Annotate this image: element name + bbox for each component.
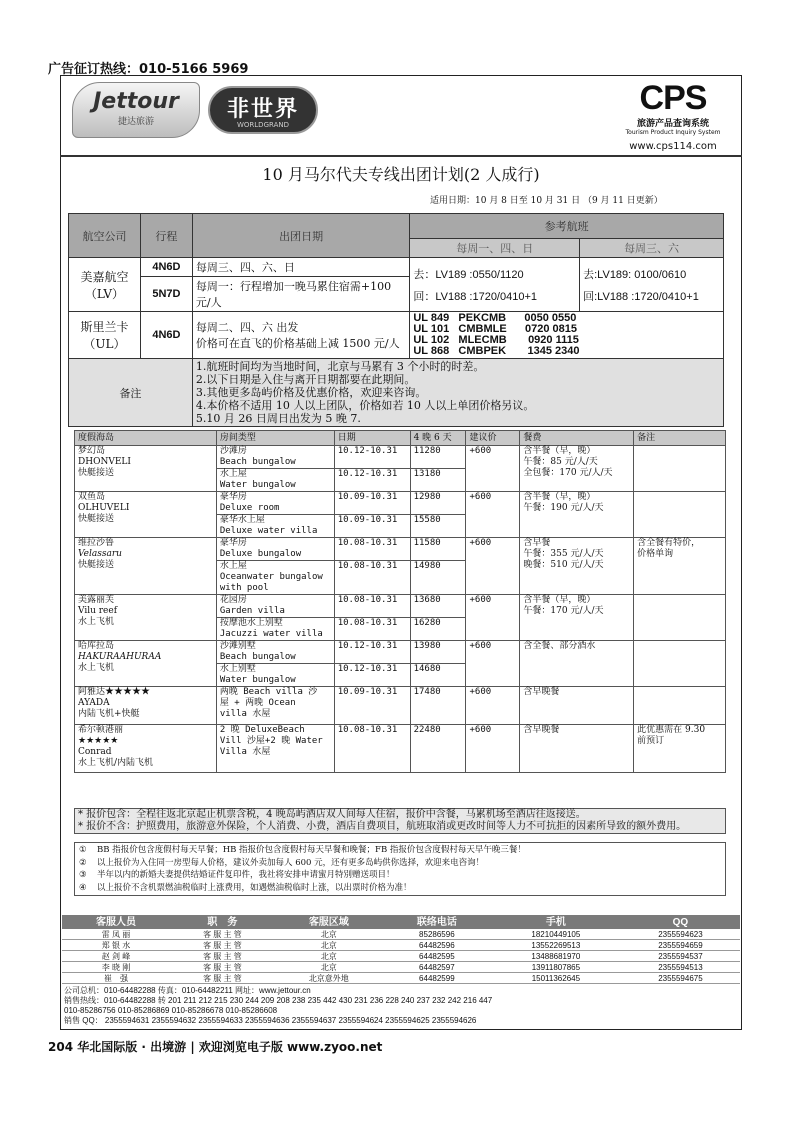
price-cell: 12980 — [410, 492, 466, 515]
room-type-cell: 两晚 Beach villa 沙 屋 + 两晚 Ocean villa 水屋 — [216, 687, 334, 725]
validity-dates: 适用日期：10 月 8 日至 10 月 31 日 （9 月 11 日更新） — [430, 196, 663, 206]
feishijie-logo-text: 非世界 — [226, 97, 299, 122]
list-item: ④ 以上报价不含机票燃油税临时上涨费用，如遇燃油税临时上涨，以出票时价格为准！ — [79, 882, 412, 893]
header-room-type: 房间类型 — [216, 431, 334, 446]
cps-logo-text: CPS — [639, 79, 707, 117]
table-row — [75, 687, 726, 725]
table-row — [75, 725, 726, 773]
room-type-cell: 豪华房 Deluxe room — [216, 492, 334, 515]
meal-cell: 含半餐（早，晚） 午餐：170 元/人/天 — [520, 595, 634, 641]
header-airline: 航空公司 — [69, 214, 141, 258]
tips-list — [74, 842, 726, 896]
airline-cell: 美嘉航空 （LV） — [69, 258, 141, 312]
room-type-cell: 豪华房 Deluxe bungalow — [216, 538, 334, 561]
markup-cell: +600 — [466, 641, 520, 687]
price-cell: 11280 — [410, 446, 466, 469]
table-row: 崔 强 客 服 主 管 北京意外地 64482599 15011362645 2355594675 — [62, 973, 740, 984]
header-ref-flights: 参考航班 — [410, 214, 724, 239]
remark-cell — [634, 446, 726, 492]
room-type-cell: 沙滩别墅 Beach bungalow — [216, 641, 334, 664]
header-remark: 备注 — [634, 431, 726, 446]
header-island: 度假海岛 — [75, 431, 217, 446]
table-row: 郑 银 水 客 服 主 管 北京 64482596 13552269513 2355594659 — [62, 940, 740, 951]
date-cell: 10.08-10.31 — [334, 618, 410, 641]
remark-cell — [634, 641, 726, 687]
room-type-cell: 豪华水上屋 Deluxe water villa — [216, 515, 334, 538]
room-type-cell: 水上别墅 Water bungalow — [216, 664, 334, 687]
island-cell: 哈库拉岛 HAKURAAHURAA 水上飞机 — [75, 641, 217, 687]
markup-cell: +600 — [466, 492, 520, 538]
table-row: 赵 剑 峰 客 服 主 管 北京 64482595 13488681970 2355594537 — [62, 951, 740, 962]
jettour-logo-text: Jettour — [93, 89, 179, 114]
jettour-logo-sub: 捷达旅游 — [117, 117, 154, 127]
date-cell: 10.08-10.31 — [334, 725, 410, 773]
table-row — [75, 446, 726, 469]
remark-cell — [634, 595, 726, 641]
meal-cell: 含全餐、部分酒水 — [520, 641, 634, 687]
cps-logo — [618, 80, 728, 152]
cps-logo-en: Tourism Product Inquiry System — [625, 129, 721, 136]
route-cell: 4N6D — [140, 312, 192, 359]
flights-cell: 去：LV189 :0550/1120 回：LV188 :1720/0410+1 — [410, 258, 580, 312]
customer-service-table — [62, 915, 740, 984]
resort-price-table — [74, 430, 726, 773]
room-type-cell: 沙滩房 Beach bungalow — [216, 446, 334, 469]
date-cell: 10.08-10.31 — [334, 538, 410, 561]
date-cell: 10.12-10.31 — [334, 446, 410, 469]
dates-cell: 每周一：行程增加一晚马累住宿需+100 元/人 — [192, 277, 409, 312]
list-item: ② 以上报价为入住同一房型每人价格，建议外卖加每人 600 元，还有更多岛屿供你选择，欢迎来电咨询！ — [79, 857, 485, 868]
table-row — [69, 312, 724, 359]
markup-cell: +600 — [466, 538, 520, 595]
price-cell: 14980 — [410, 561, 466, 595]
table-row — [75, 595, 726, 618]
price-cell: 13980 — [410, 641, 466, 664]
header-divider — [60, 155, 742, 157]
route-cell: 4N6D — [140, 258, 192, 277]
remark-cell: 此优惠需在 9.30 前预订 — [634, 725, 726, 773]
remark-cell — [634, 492, 726, 538]
table-row: 李 晓 刚 客 服 主 管 北京 64482597 13911807865 2355594513 — [62, 962, 740, 973]
list-item: ③ 半年以内的新婚夫妻提供结婚证件复印件，我社将安排申请蜜月特別赠送项目！ — [79, 870, 395, 880]
dates-cell: 每周二、四、六 出发 价格可在直飞的价格基础上减 1500 元/人 — [192, 312, 409, 359]
page-footer: 204 华北国际版 · 出境游 | 欢迎浏览电子版 www.zyoo.net — [48, 1040, 383, 1054]
header-date: 日期 — [334, 431, 410, 446]
table-row — [75, 492, 726, 515]
price-cell: 16280 — [410, 618, 466, 641]
header-suggested: 建议价 — [466, 431, 520, 446]
table-row — [69, 258, 724, 277]
table-row — [75, 641, 726, 664]
feishijie-logo — [208, 86, 318, 134]
meal-cell: 含早餐 午餐：355 元/人/天 晚餐：510 元/人/天 — [520, 538, 634, 595]
list-item: ① BB 指报价包含度假村每天早餐；HB 指报价包含度假村每天早餐和晚餐；FB 指报价包含度假村每天早午晚三餐！ — [79, 845, 526, 855]
date-cell: 10.08-10.31 — [334, 595, 410, 618]
ad-hotline: 广告征订热线：010-5166 5969 — [48, 62, 249, 77]
route-cell: 5N7D — [140, 277, 192, 312]
price-cell: 17480 — [410, 687, 466, 725]
exclusions-text: * 报价不含：护照费用，旅游意外保险，个人消费、小费，酒店自费项目，航班取消或更改时间等人力不可抗拒的因素所导致的额外费用。 — [78, 821, 687, 832]
room-type-cell: 按摩池水上别墅 Jacuzzi water villa — [216, 618, 334, 641]
price-cell: 11580 — [410, 538, 466, 561]
price-cell: 22480 — [410, 725, 466, 773]
island-cell: 梦幻岛 DHONVELI 快艇接送 — [75, 446, 217, 492]
header-route: 行程 — [140, 214, 192, 258]
cps-url[interactable]: www.cps114.com — [629, 141, 717, 152]
date-cell: 10.09-10.31 — [334, 515, 410, 538]
notes-cell: 1.航班时间均为当地时间，北京与马累有 3 个小时的时差。 2.以下日期是入住与离开日期都要在此期间。 3.其他更多岛屿价格及优惠价格，欢迎来咨询。 4.本价格不适用 10 人以上团队，价格如若 10 人以上单团价格另议。 5.10 月 26 日周日出发为 5 晚 7. — [192, 359, 723, 427]
date-cell: 10.09-10.31 — [334, 687, 410, 725]
dates-cell: 每周三、四、六、日 — [192, 258, 409, 277]
header-4n6d: 4 晚 6 天 — [410, 431, 466, 446]
notes-row — [69, 359, 724, 427]
header-dates: 出团日期 — [192, 214, 409, 258]
service-header-row: 客服人员 职 务 客服区域 联络电话 手机 QQ — [62, 915, 740, 929]
price-cell: 13680 — [410, 595, 466, 618]
date-cell: 10.12-10.31 — [334, 469, 410, 492]
meal-cell: 含半餐（早，晚） 午餐：85 元/人/天 全包餐：170 元/人/天 — [520, 446, 634, 492]
date-cell: 10.12-10.31 — [334, 641, 410, 664]
resort-header-row — [75, 431, 726, 446]
price-cell: 13180 — [410, 469, 466, 492]
table-row: 雷 凤 丽 客 服 主 管 北京 85286596 18210449105 2355594623 — [62, 929, 740, 940]
island-cell: 维拉沙鲁 Velassaru 快艇接送 — [75, 538, 217, 595]
date-cell: 10.08-10.31 — [334, 561, 410, 595]
room-type-cell: 花园房 Garden villa — [216, 595, 334, 618]
company-contact: 公司总机：010-64482288 传真：010-64482211 网址：www.jettour.cn 销售热线：010-64482288 转 201 211 212 215 230 244 209 208 238 235 442 430 231 236 228 240 237 232 242 216 447 010-85286756 010-85286869 010-85286678 010-85286608 销售 QQ： 2355594631 2355594632 2355594633 2355594636 2355594637 2355594624 2355594625 2355594626 — [64, 986, 493, 1025]
room-type-cell: 水上屋 Oceanwater bungalow with pool — [216, 561, 334, 595]
cps-logo-cn: 旅游产品查询系统 — [636, 119, 709, 129]
subheader-mon-thu-sun: 每周一、四、日 — [410, 239, 580, 258]
date-cell: 10.12-10.31 — [334, 664, 410, 687]
remark-cell: 含全餐有特价， 价格单询 — [634, 538, 726, 595]
feishijie-logo-sub: WORLDGRAND — [236, 121, 289, 129]
flight-header-row — [69, 214, 724, 239]
inclusions-text: * 报价包含：全程往返北京起止机票含税，4 晚岛屿酒店双人间每人住宿，报价中含餐，马累机场至酒店往返接送。 — [78, 809, 586, 820]
price-cell: 14680 — [410, 664, 466, 687]
flights-cell: 去:LV189: 0100/0610 回:LV188 :1720/0410+1 — [580, 258, 724, 312]
room-type-cell: 2 晚 DeluxeBeach Vill 沙屋+2 晚 Water Villa 水屋 — [216, 725, 334, 773]
ul-flights-cell: UL 849 PEKCMB 0050 0550 UL 101 CMBMLE 0720 0815 UL 102 MLECMB 0920 1115 UL 868 CMBPEK 1345 2340 — [410, 312, 724, 359]
markup-cell: +600 — [466, 725, 520, 773]
date-cell: 10.09-10.31 — [334, 492, 410, 515]
meal-cell: 含半餐（早，晚） 午餐：190 元/人/天 — [520, 492, 634, 538]
table-row — [75, 538, 726, 561]
price-inclusions — [74, 808, 726, 834]
remark-cell — [634, 687, 726, 725]
header-meals: 餐费 — [520, 431, 634, 446]
markup-cell: +600 — [466, 595, 520, 641]
island-cell: 阿雅达★★★★★ AYADA 内陆飞机+快艇 — [75, 687, 217, 725]
island-cell: 美露丽芙 Vilu reef 水上飞机 — [75, 595, 217, 641]
flight-schedule-table — [68, 213, 724, 427]
airline-cell: 斯里兰卡 （UL） — [69, 312, 141, 359]
price-cell: 15580 — [410, 515, 466, 538]
page-title: 10 月马尔代夫专线出团计划(2 人成行) — [262, 165, 540, 184]
meal-cell: 含早晚餐 — [520, 687, 634, 725]
jettour-logo — [72, 82, 200, 138]
island-cell: 希尔顿港丽 ★★★★★ Conrad 水上飞机/内陆飞机 — [75, 725, 217, 773]
subheader-wed-sat: 每周三、六 — [580, 239, 724, 258]
markup-cell: +600 — [466, 687, 520, 725]
markup-cell: +600 — [466, 446, 520, 492]
room-type-cell: 水上屋 Water bungalow — [216, 469, 334, 492]
island-cell: 双鱼岛 OLHUVELI 快艇接送 — [75, 492, 217, 538]
notes-label: 备注 — [69, 359, 193, 427]
meal-cell: 含早晚餐 — [520, 725, 634, 773]
